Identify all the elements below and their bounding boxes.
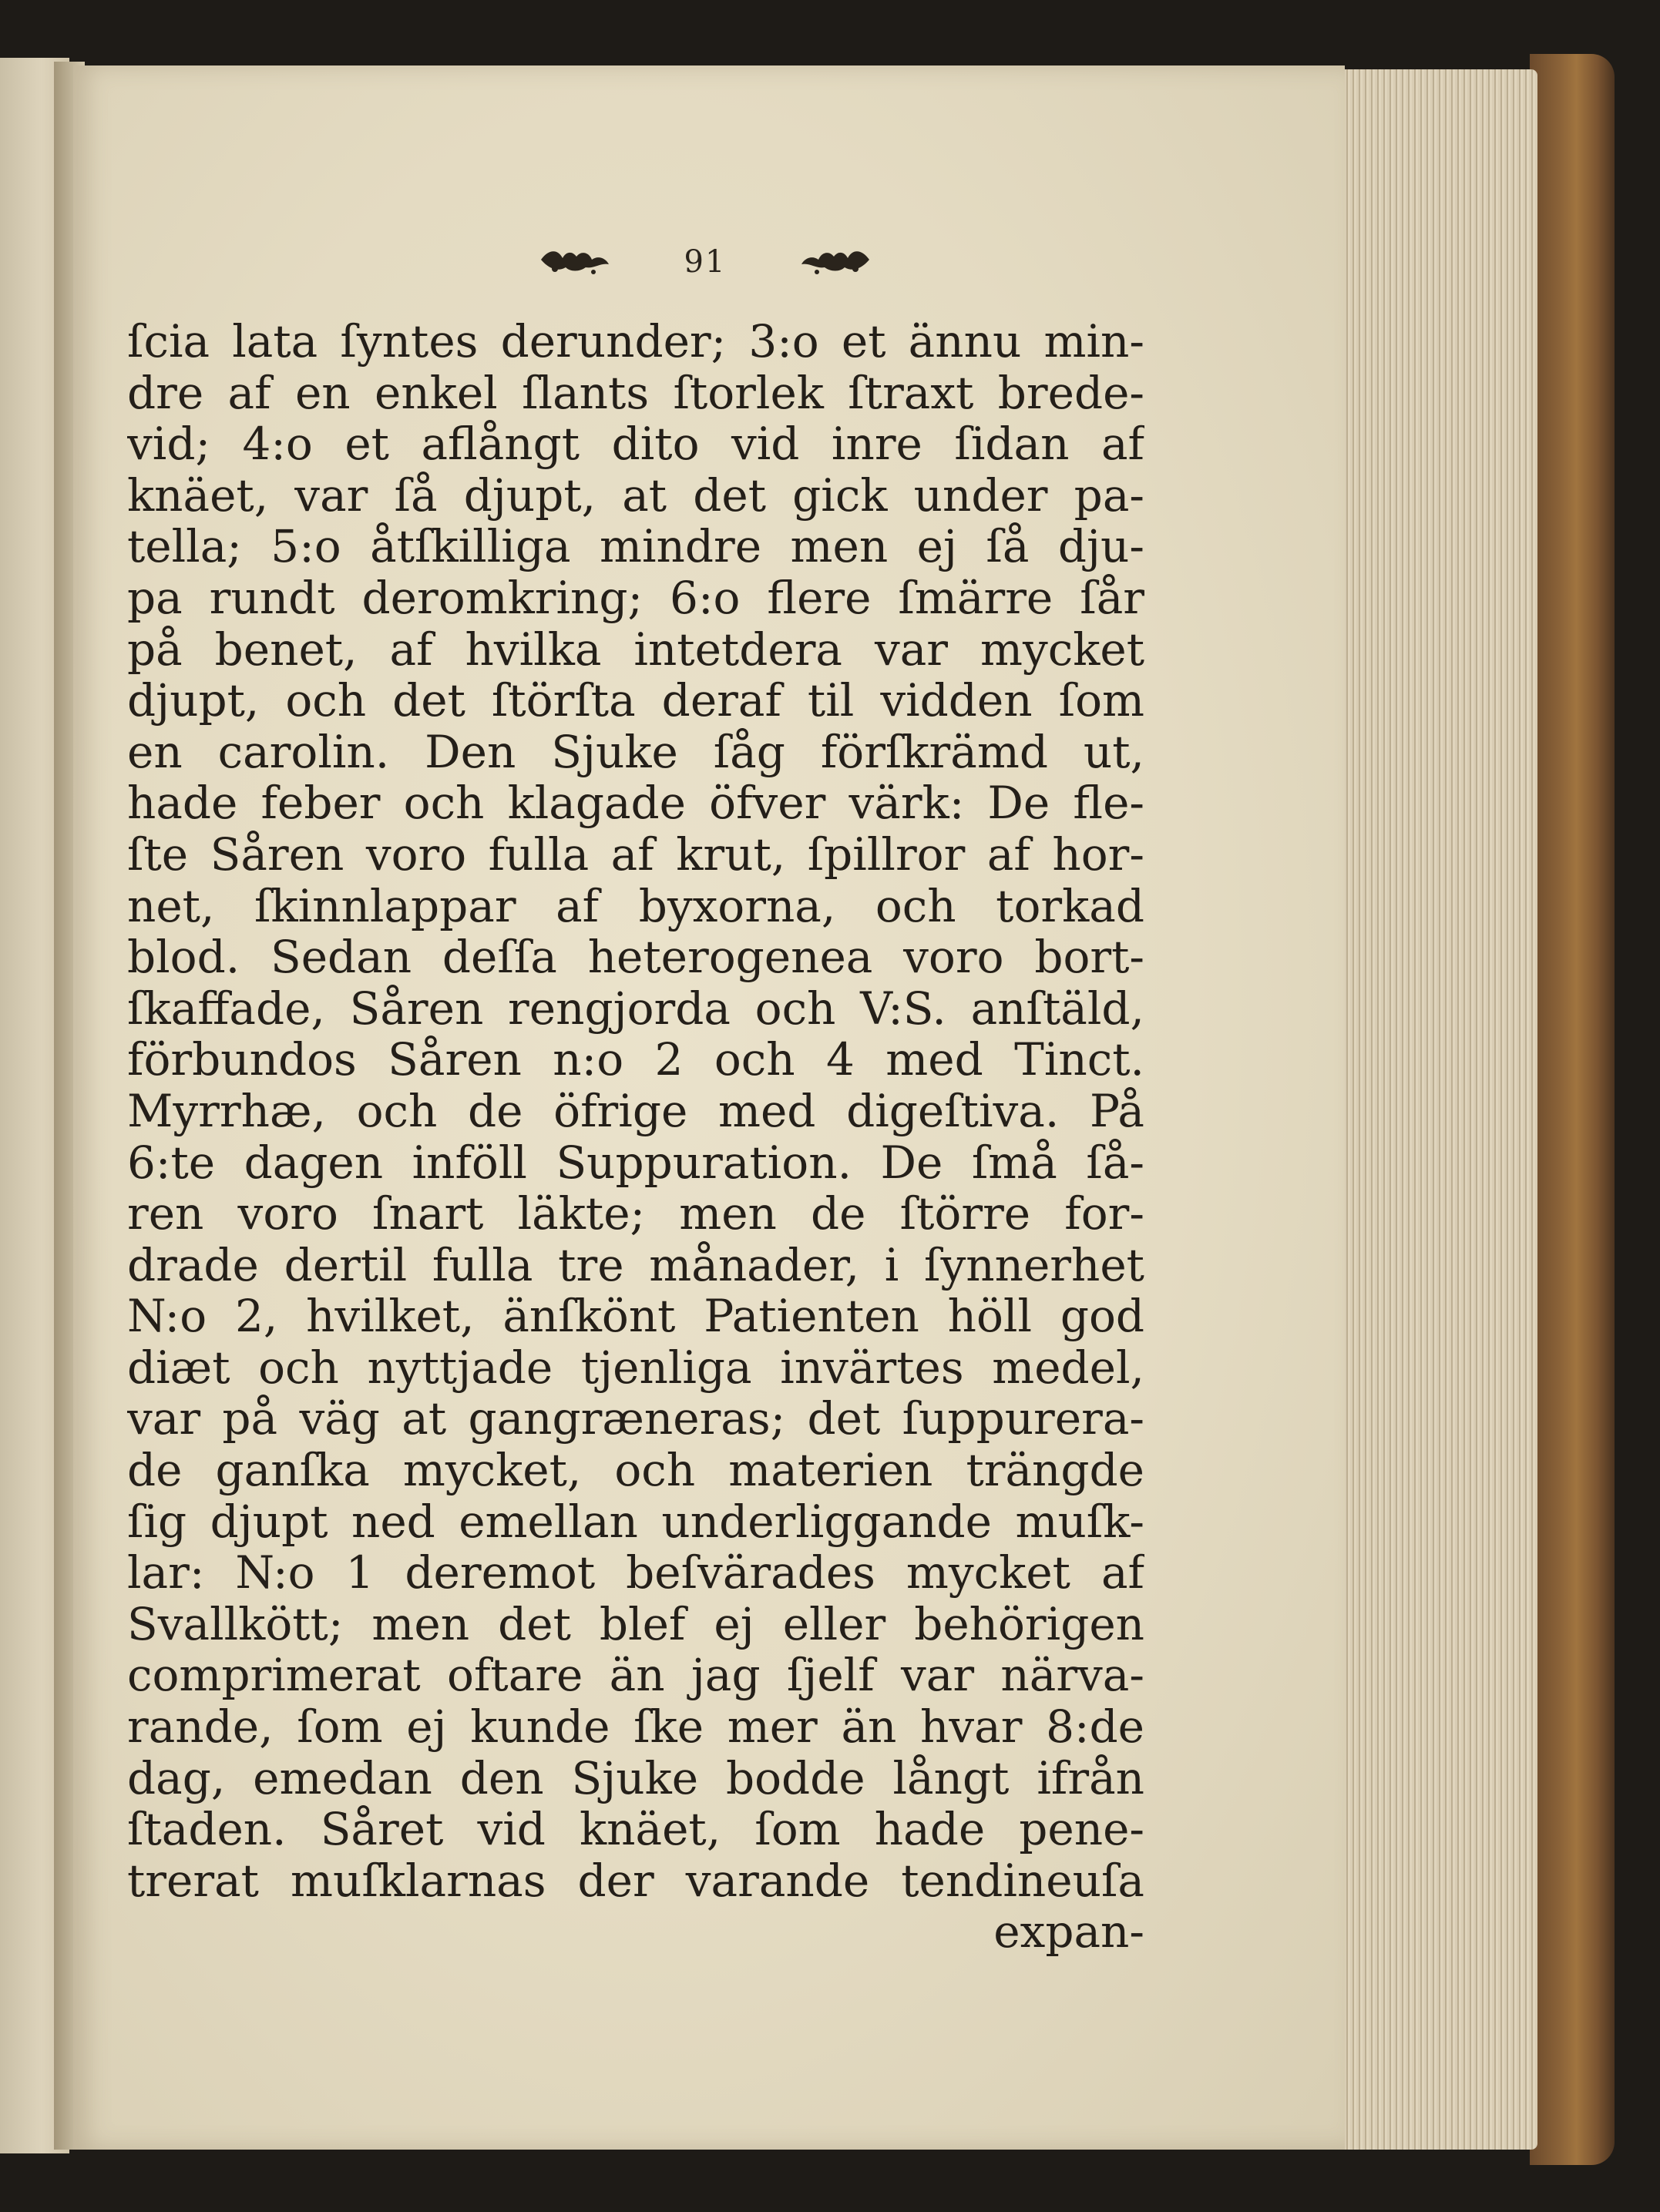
text-line: på benet, af hvilka intetdera var mycket <box>127 623 1144 676</box>
text-line: var på väg at gangræneras; det ſuppurera- <box>127 1393 1144 1445</box>
text-line: net, ſkinnlappar af byxorna, och torkad <box>127 880 1144 932</box>
text-line: lar: N:o 1 deremot beſvärades mycket af <box>127 1547 1144 1599</box>
text-line: ſtaden. Såret vid knäet, ſom hade pene- <box>127 1804 1144 1855</box>
left-ornament-icon <box>538 246 611 278</box>
text-line: 6:te dagen inföll Suppuration. De ſmå ſå- <box>127 1136 1144 1189</box>
body-text <box>127 316 1144 1958</box>
text-line: djupt, och det ſtörſta deraf til vidden ſom <box>127 675 1144 727</box>
page-edges <box>1326 69 1537 2150</box>
text-line: ſcia lata ſyntes derunder; 3:o et ännu min- <box>127 316 1144 368</box>
text-line: tella; 5:o åtſkilliga mindre men ej ſå dju- <box>127 521 1144 572</box>
text-line: comprimerat oftare än jag ſjelf var närva- <box>127 1650 1144 1702</box>
text-line: trerat muſklarnas der varande tendineuſa <box>127 1855 1144 1907</box>
book-page <box>73 65 1345 2150</box>
text-line: drade dertil fulla tre månader, i ſynnerhet <box>127 1239 1144 1291</box>
text-line: ſig djupt ned emellan underliggande muſk- <box>127 1495 1144 1548</box>
text-line: ſkaffade, Såren rengjorda och V:S. anſtäld, <box>127 982 1144 1035</box>
right-ornament-icon <box>799 246 872 278</box>
text-line: hade feber och klagade öfver värk: De fle- <box>127 777 1144 829</box>
text-line: pa rundt deromkring; 6:o flere ſmärre ſår <box>127 572 1144 624</box>
text-line: en carolin. Den Sjuke ſåg förſkrämd ut, <box>127 726 1144 778</box>
text-line: diæt och nyttjade tjenliga invärtes medel, <box>127 1341 1144 1394</box>
text-line: dre af en enkel ſlants ſtorlek ſtraxt brede- <box>127 367 1144 419</box>
text-line: ſte Såren voro fulla af krut, ſpillror af hor- <box>127 828 1144 881</box>
text-line: dag, emedan den Sjuke bodde långt ifrån <box>127 1752 1144 1804</box>
text-line: N:o 2, hvilket, änſkönt Patienten höll god <box>127 1291 1144 1342</box>
text-line: Svallkött; men det blef ej eller behörigen <box>127 1598 1144 1650</box>
text-line: rande, ſom ej kunde ſke mer än hvar 8:de <box>127 1701 1144 1753</box>
text-line: de ganſka mycket, och materien trängde <box>127 1445 1144 1496</box>
book-cover-edge <box>1530 54 1615 2165</box>
catchword: expan- <box>993 1906 1144 1958</box>
text-line: ren voro ſnart läkte; men de ſtörre for- <box>127 1188 1144 1240</box>
text-line: vid; 4:o et aflångt dito vid inre ſidan af <box>127 418 1144 470</box>
page-number: 91 <box>684 244 727 280</box>
text-line: blod. Sedan deſſa heterogenea voro bort- <box>127 931 1144 983</box>
text-line: knäet, var ſå djupt, at det gick under pa- <box>127 469 1144 522</box>
page-header <box>474 220 936 304</box>
text-line: Myrrhæ, och de öfrige med digeſtiva. På <box>127 1085 1144 1137</box>
text-line: förbundos Såren n:o 2 och 4 med Tinct. <box>127 1034 1144 1086</box>
